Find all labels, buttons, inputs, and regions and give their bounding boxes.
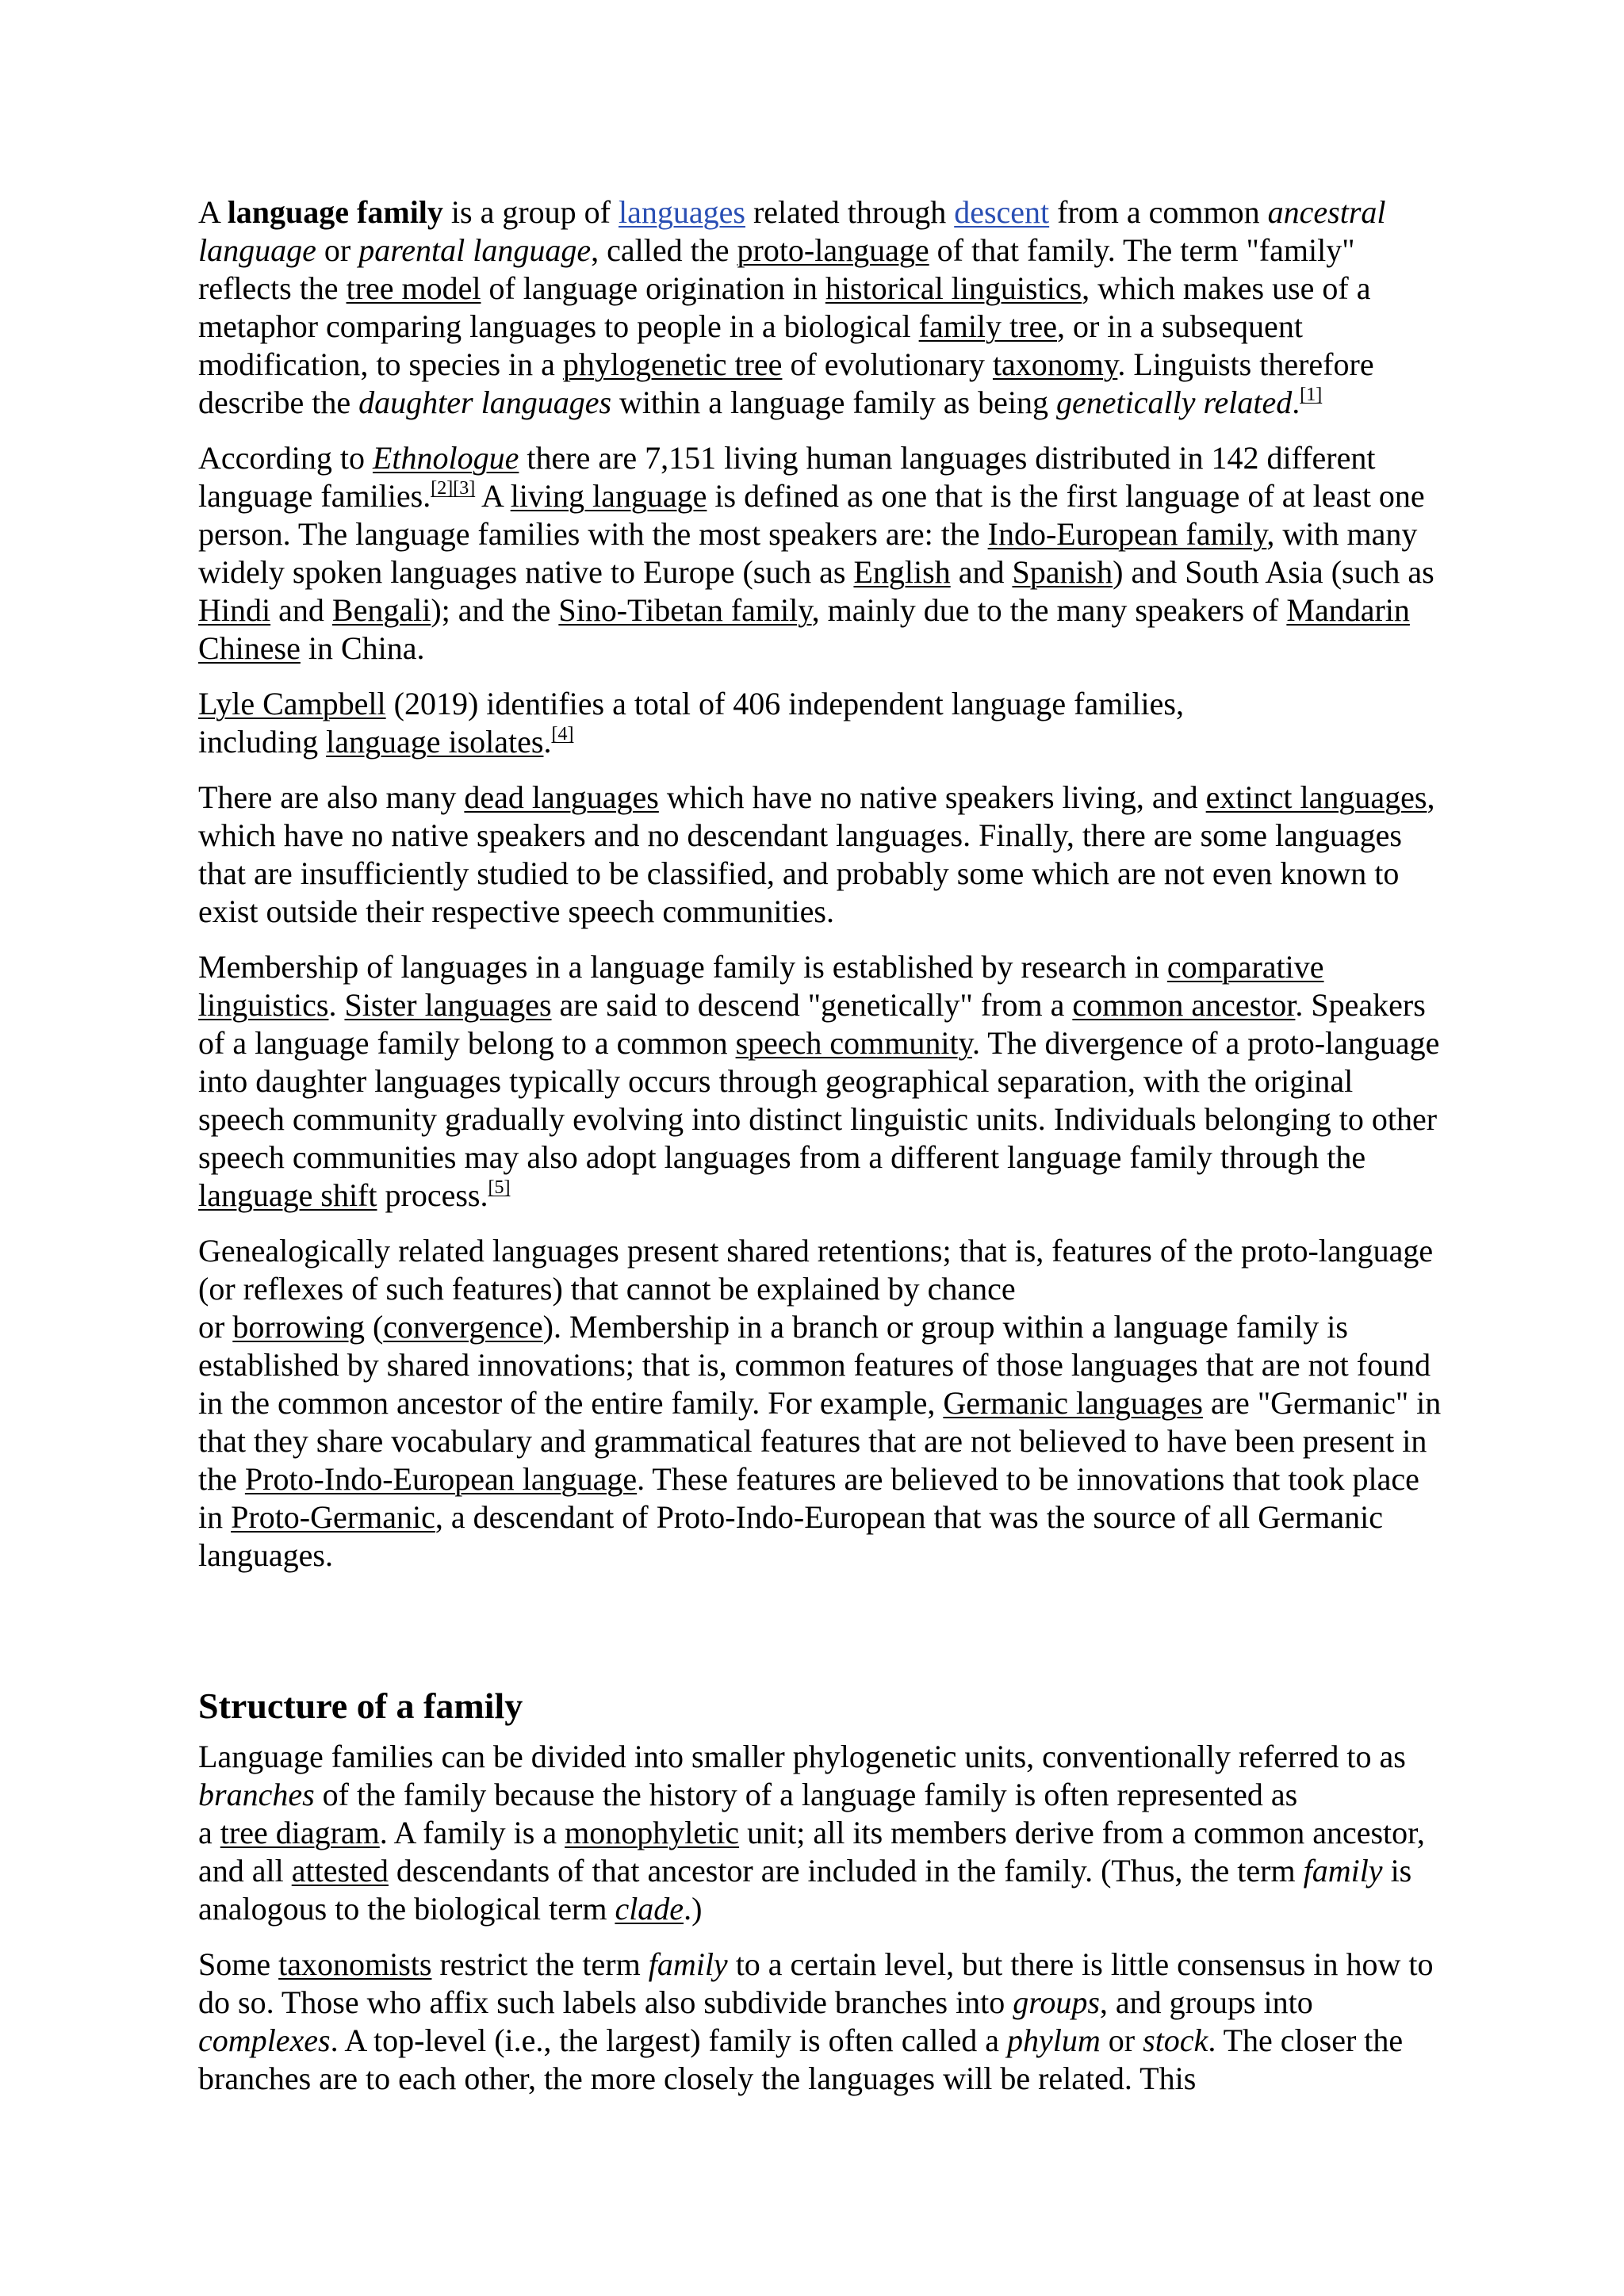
text: . Linguists therefore describe the: [198, 346, 1374, 420]
article-body: [198, 193, 1443, 2115]
link-proto-indo-european-language[interactable]: Proto-Indo-European language: [244, 1461, 638, 1497]
text: of the family because the history of a language family is often represented as: [314, 1777, 1298, 1812]
text: . Speakers of a language family belong to a common: [198, 987, 1426, 1061]
text: , which makes use of a metaphor comparing languages to people in a biological: [198, 270, 1371, 344]
paragraph-intro: [198, 193, 1443, 422]
italic-text: family: [1303, 1853, 1383, 1888]
text: .): [684, 1891, 703, 1927]
text: (: [364, 1309, 384, 1345]
text: Membership of languages in a language family is established by research in: [198, 949, 1167, 985]
text: or: [1100, 2022, 1143, 2058]
text: which have no native speakers living, and: [658, 779, 1206, 815]
italic-text: parental language: [358, 232, 592, 268]
text: Genealogically related languages present shared retentions; that is, features of the proto-language (or reflexes of such features) that cannot be explained by chance: [198, 1233, 1434, 1307]
text: and: [950, 554, 1013, 590]
italic-text: ancestral language: [198, 194, 1386, 268]
link-mandarin-chinese[interactable]: Mandarin Chinese: [198, 592, 1410, 666]
text: According to: [198, 440, 373, 476]
text: restrict the term: [431, 1946, 649, 1982]
text: . A top-level (i.e., the largest) family is often called a: [330, 2022, 1008, 2058]
text: related through: [745, 194, 955, 230]
text: (2019) identifies a total of 406 independent language families,: [385, 686, 1184, 721]
italic-text: genetically related: [1055, 385, 1293, 420]
text: , mainly due to the many speakers of: [811, 592, 1287, 628]
text: a: [198, 1815, 220, 1850]
italic-text: phylum: [1007, 2022, 1101, 2058]
link-hindi[interactable]: Hindi: [198, 592, 271, 628]
citation-link-4[interactable]: [4]: [551, 724, 574, 744]
text: process.: [377, 1177, 488, 1213]
paragraph-genealogy: [198, 1232, 1443, 1575]
text: , or in a subsequent modification, to species in a: [198, 308, 1303, 382]
text: A: [475, 478, 511, 514]
link-taxonomy[interactable]: taxonomy: [992, 346, 1118, 382]
text: . The divergence of a proto-language into daughter languages typically occurs through geographical separation, with the original speech community gradually evolving into distinct linguistic units. Individuals belonging to other speech communities may also adopt languages from a different language family through the: [198, 1025, 1440, 1175]
link-speech-community[interactable]: speech community: [735, 1025, 973, 1061]
link-phylogenetic-tree[interactable]: phylogenetic tree: [562, 346, 783, 382]
link-lyle-campbell[interactable]: Lyle Campbell: [198, 686, 386, 721]
text: is a group of: [442, 194, 619, 230]
text: , called the: [591, 232, 737, 268]
citation: [551, 724, 573, 744]
paragraph-taxonomists: [198, 1946, 1443, 2098]
term-bold: language family: [227, 194, 443, 230]
text: are said to descend "genetically" from a: [551, 987, 1073, 1023]
link-language-isolates[interactable]: language isolates: [326, 724, 544, 760]
link-germanic-languages[interactable]: Germanic languages: [943, 1385, 1203, 1421]
citation-link-5[interactable]: [5]: [488, 1177, 511, 1198]
link-comparative-linguistics[interactable]: comparative linguistics: [198, 949, 1324, 1023]
text: there are 7,151 living human languages distributed in 142 different language families.: [198, 440, 1376, 514]
text: .: [328, 987, 345, 1023]
link-tree-diagram[interactable]: tree diagram: [220, 1815, 380, 1850]
italic-text: daughter languages: [358, 385, 612, 420]
link-common-ancestor[interactable]: common ancestor: [1072, 987, 1296, 1023]
italic-text: family: [648, 1946, 728, 1982]
link-attested[interactable]: attested: [291, 1853, 389, 1888]
text: in China.: [300, 630, 425, 666]
link-sino-tibetan-family[interactable]: Sino-Tibetan family: [558, 592, 812, 628]
citation-link-1[interactable]: [1]: [1300, 385, 1323, 405]
link-tree-model[interactable]: tree model: [346, 270, 481, 306]
text: Some: [198, 1946, 279, 1982]
text: , which have no native speakers and no descendant languages. Finally, there are some languages that are insufficiently studied to be classified, and probably some which are not even known to exist outside their respective speech communities.: [198, 779, 1435, 929]
text: of evolutionary: [782, 346, 993, 382]
text: . These features are believed to be innovations that took place in: [198, 1461, 1419, 1535]
text: There are also many: [198, 779, 465, 815]
text: within a language family as being: [611, 385, 1056, 420]
text: of that family. The term "family" reflects the: [198, 232, 1355, 306]
link-languages[interactable]: languages: [619, 194, 745, 230]
link-historical-linguistics[interactable]: historical linguistics: [825, 270, 1082, 306]
text: .: [1292, 385, 1300, 420]
text: of language origination in: [481, 270, 825, 306]
text: is analogous to the biological term: [198, 1853, 1412, 1927]
italic-text: stock: [1143, 2022, 1208, 2058]
text: , and groups into: [1099, 1984, 1313, 2020]
link-convergence[interactable]: convergence: [383, 1309, 543, 1345]
paragraph-membership: [198, 948, 1443, 1215]
italic-text: groups: [1013, 1984, 1100, 2020]
text: . The closer the branches are to each other, the more closely the languages will be related. This: [198, 2022, 1404, 2096]
text: Language families can be divided into smaller phylogenetic units, conventionally referred to as: [198, 1739, 1406, 1774]
link-family-tree[interactable]: family tree: [918, 308, 1057, 344]
text: ); and the: [431, 592, 559, 628]
italic-text: complexes: [198, 2022, 331, 2058]
link-language-shift[interactable]: language shift: [198, 1177, 377, 1213]
link-borrowing[interactable]: borrowing: [232, 1309, 365, 1345]
link-proto-language[interactable]: proto-language: [737, 232, 929, 268]
text: to a certain level, but there is little consensus in how to do so. Those who affix such labels also subdivide branches into: [198, 1946, 1434, 2020]
link-ethnologue[interactable]: Ethnologue: [372, 440, 519, 476]
link-living-language[interactable]: living language: [510, 478, 707, 514]
text: ). Membership in a branch or group within a language family is established by shared innovations; that is, common features of those languages that are not found in the common ancestor of the entire family. For example,: [198, 1309, 1431, 1421]
link-taxonomists[interactable]: taxonomists: [278, 1946, 432, 1982]
link-descent[interactable]: descent: [954, 194, 1050, 230]
link-monophyletic[interactable]: monophyletic: [565, 1815, 740, 1850]
link-sister-languages[interactable]: Sister languages: [344, 987, 552, 1023]
citation: [1300, 385, 1322, 405]
section-heading: Structure of a family: [198, 1686, 523, 1726]
citation: [431, 478, 475, 499]
citation-link-2[interactable]: [2]: [431, 478, 454, 499]
text: .: [543, 724, 552, 760]
paragraph-campbell: [198, 685, 1443, 761]
paragraph-ethnologue: [198, 439, 1443, 668]
italic-text: branches: [198, 1777, 315, 1812]
link-indo-european-family[interactable]: Indo-European family: [987, 516, 1267, 552]
text: , a descendant of Proto-Indo-European that was the source of all Germanic languages.: [198, 1499, 1383, 1573]
text: , with many widely spoken languages native to Europe (such as: [198, 516, 1418, 590]
text: . A family is a: [379, 1815, 565, 1850]
citation: [488, 1177, 510, 1198]
text: and: [270, 592, 332, 628]
text: is defined as one that is the first language of at least one person. The language families with the most speakers are: the: [198, 478, 1425, 552]
paragraph-structure: [198, 1738, 1443, 1928]
link-spanish[interactable]: Spanish: [1012, 554, 1113, 590]
link-english[interactable]: English: [853, 554, 951, 590]
text: unit; all its members derive from a common ancestor, and all: [198, 1815, 1425, 1888]
text: or: [198, 1309, 233, 1345]
paragraph-dead-languages: [198, 779, 1443, 931]
link-proto-germanic[interactable]: Proto-Germanic: [231, 1499, 435, 1535]
text: descendants of that ancestor are included in the family. (Thus, the term: [388, 1853, 1304, 1888]
link-dead-languages[interactable]: dead languages: [464, 779, 659, 815]
citation-link-3[interactable]: [3]: [453, 478, 476, 499]
text: A: [198, 194, 228, 230]
text: are "Germanic" in that they share vocabulary and grammatical features that are not believed to have been present in the: [198, 1385, 1442, 1497]
link-extinct-languages[interactable]: extinct languages: [1205, 779, 1427, 815]
text: or: [316, 232, 359, 268]
text: ) and South Asia (such as: [1113, 554, 1434, 590]
link-clade[interactable]: clade: [615, 1891, 684, 1927]
link-bengali[interactable]: Bengali: [331, 592, 431, 628]
text: from a common: [1049, 194, 1268, 230]
text: including: [198, 724, 327, 760]
